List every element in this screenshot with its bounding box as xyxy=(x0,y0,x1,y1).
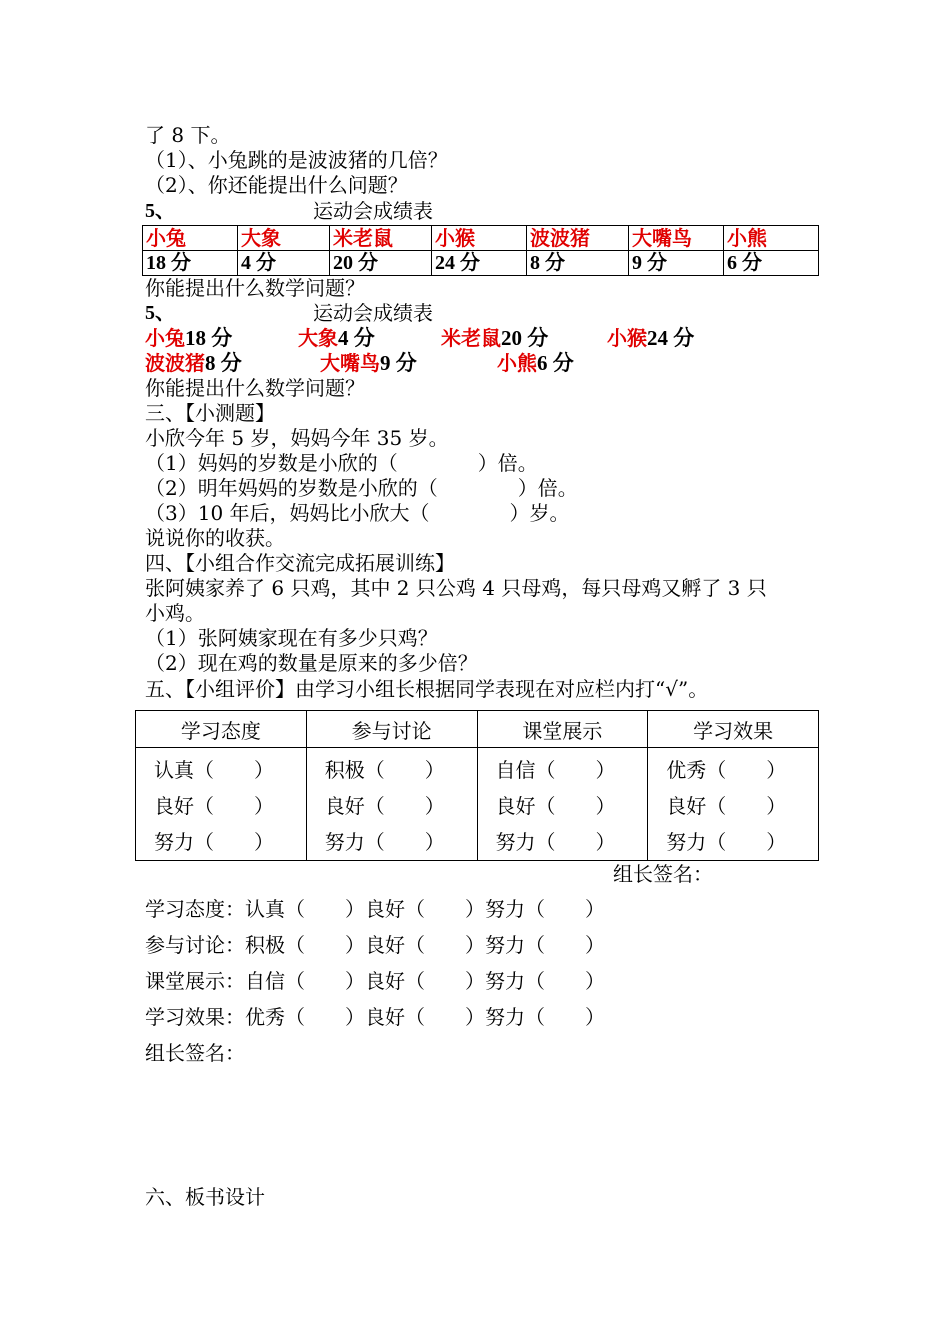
score-item-value: 8 分 xyxy=(205,351,242,375)
section-5b-number: 5、 xyxy=(145,302,175,324)
score-item xyxy=(298,325,375,351)
score-cell: 4 分 xyxy=(238,251,330,276)
task-question-1: （1）张阿姨家现在有多少只鸡？ xyxy=(145,626,438,650)
question-prompt: 你能提出什么数学问题？ xyxy=(145,376,365,400)
score-table-names-row xyxy=(143,226,819,251)
eval-option[interactable]: 优秀（ ） xyxy=(666,758,787,782)
score-item-name: 小熊 xyxy=(497,351,537,375)
question-prompt: 你能提出什么数学问题？ xyxy=(145,276,365,300)
problem-statement: 小欣今年 5 岁，妈妈今年 35 岁。 xyxy=(145,426,449,450)
score-cell: 8 分 xyxy=(527,251,629,276)
score-item-value: 6 分 xyxy=(537,351,574,375)
evaluation-table xyxy=(135,710,819,861)
eval-header: 学习态度 xyxy=(136,711,307,748)
section-4-heading: 四、【小组合作交流完成拓展训练】 xyxy=(145,551,455,575)
problem-statement-cont: 小鸡。 xyxy=(145,601,205,625)
score-item-name: 波波猪 xyxy=(145,351,205,375)
question-1: （1）、小兔跳的是波波猪的几倍？ xyxy=(145,148,448,172)
leader-signature-label: 组长签名： xyxy=(613,862,713,886)
name-cell: 小猴 xyxy=(432,226,527,251)
reflection-prompt: 说说你的收获。 xyxy=(145,526,285,550)
name-cell: 小兔 xyxy=(143,226,238,251)
eval-option[interactable]: 良好（ ） xyxy=(324,794,445,818)
name-cell: 小熊 xyxy=(724,226,819,251)
eval-option[interactable]: 自信（ ） xyxy=(495,758,616,782)
section-3-heading: 三、【小测题】 xyxy=(145,401,275,425)
score-item-value: 18 分 xyxy=(185,326,233,350)
eval-header: 课堂展示 xyxy=(477,711,648,748)
score-item xyxy=(320,350,417,376)
quiz-question-3: （3）10 年后，妈妈比小欣大（ ）岁。 xyxy=(145,501,570,525)
eval-list-row: 学习态度：认真（ ）良好（ ）努力（ ） xyxy=(145,897,605,921)
score-item xyxy=(497,350,574,376)
score-item-name: 米老鼠 xyxy=(441,326,501,350)
score-item-value: 20 分 xyxy=(501,326,549,350)
name-cell: 波波猪 xyxy=(527,226,629,251)
eval-list-row: 课堂展示：自信（ ）良好（ ）努力（ ） xyxy=(145,969,605,993)
score-item xyxy=(145,325,232,351)
eval-option[interactable]: 良好（ ） xyxy=(495,794,616,818)
section-6-heading: 六、板书设计 xyxy=(145,1185,265,1209)
intro-line: 了 8 下。 xyxy=(145,123,231,147)
score-item-name: 大象 xyxy=(298,326,338,350)
score-list-title: 运动会成绩表 xyxy=(313,301,433,325)
score-item-value: 9 分 xyxy=(380,351,417,375)
score-cell: 24 分 xyxy=(432,251,527,276)
section-5-eval-heading: 五、【小组评价】由学习小组长根据同学表现在对应栏内打“√”。 xyxy=(145,677,709,701)
score-item-name: 小兔 xyxy=(145,326,185,350)
problem-statement: 张阿姨家养了 6 只鸡，其中 2 只公鸡 4 只母鸡，每只母鸡又孵了 3 只 xyxy=(145,576,767,600)
leader-signature-label: 组长签名： xyxy=(145,1041,245,1065)
name-cell: 米老鼠 xyxy=(330,226,432,251)
eval-option[interactable]: 良好（ ） xyxy=(666,794,787,818)
section-5-number: 5、 xyxy=(145,200,175,222)
score-item-value: 24 分 xyxy=(647,326,695,350)
score-table-scores-row xyxy=(143,251,819,276)
eval-option[interactable]: 努力（ ） xyxy=(666,830,787,854)
score-cell: 18 分 xyxy=(143,251,238,276)
eval-cell xyxy=(136,748,307,861)
quiz-question-2: （2）明年妈妈的岁数是小欣的（ ）倍。 xyxy=(145,476,578,500)
name-cell: 大象 xyxy=(238,226,330,251)
score-item xyxy=(607,325,694,351)
score-cell: 6 分 xyxy=(724,251,819,276)
eval-list-row: 学习效果：优秀（ ）良好（ ）努力（ ） xyxy=(145,1005,605,1029)
score-table xyxy=(142,225,819,276)
score-item xyxy=(441,325,548,351)
eval-cell xyxy=(648,748,819,861)
eval-header: 参与讨论 xyxy=(306,711,477,748)
question-2: （2）、你还能提出什么问题？ xyxy=(145,173,408,197)
score-item-value: 4 分 xyxy=(338,326,375,350)
task-question-2: （2）现在鸡的数量是原来的多少倍？ xyxy=(145,651,478,675)
eval-option[interactable]: 努力（ ） xyxy=(324,830,445,854)
eval-header: 学习效果 xyxy=(648,711,819,748)
score-item xyxy=(145,350,242,376)
evaluation-body-row xyxy=(136,748,819,861)
eval-cell xyxy=(477,748,648,861)
evaluation-header-row xyxy=(136,711,819,748)
eval-option[interactable]: 积极（ ） xyxy=(324,758,445,782)
eval-option[interactable]: 良好（ ） xyxy=(154,794,274,818)
eval-cell xyxy=(306,748,477,861)
eval-option[interactable]: 认真（ ） xyxy=(154,758,274,782)
eval-option[interactable]: 努力（ ） xyxy=(495,830,616,854)
score-item-name: 大嘴鸟 xyxy=(320,351,380,375)
name-cell: 大嘴鸟 xyxy=(629,226,724,251)
eval-option[interactable]: 努力（ ） xyxy=(154,830,274,854)
quiz-question-1: （1）妈妈的岁数是小欣的（ ）倍。 xyxy=(145,451,538,475)
score-item-name: 小猴 xyxy=(607,326,647,350)
score-cell: 20 分 xyxy=(330,251,432,276)
score-cell: 9 分 xyxy=(629,251,724,276)
score-table-title: 运动会成绩表 xyxy=(313,199,433,223)
eval-list-row: 参与讨论：积极（ ）良好（ ）努力（ ） xyxy=(145,933,605,957)
